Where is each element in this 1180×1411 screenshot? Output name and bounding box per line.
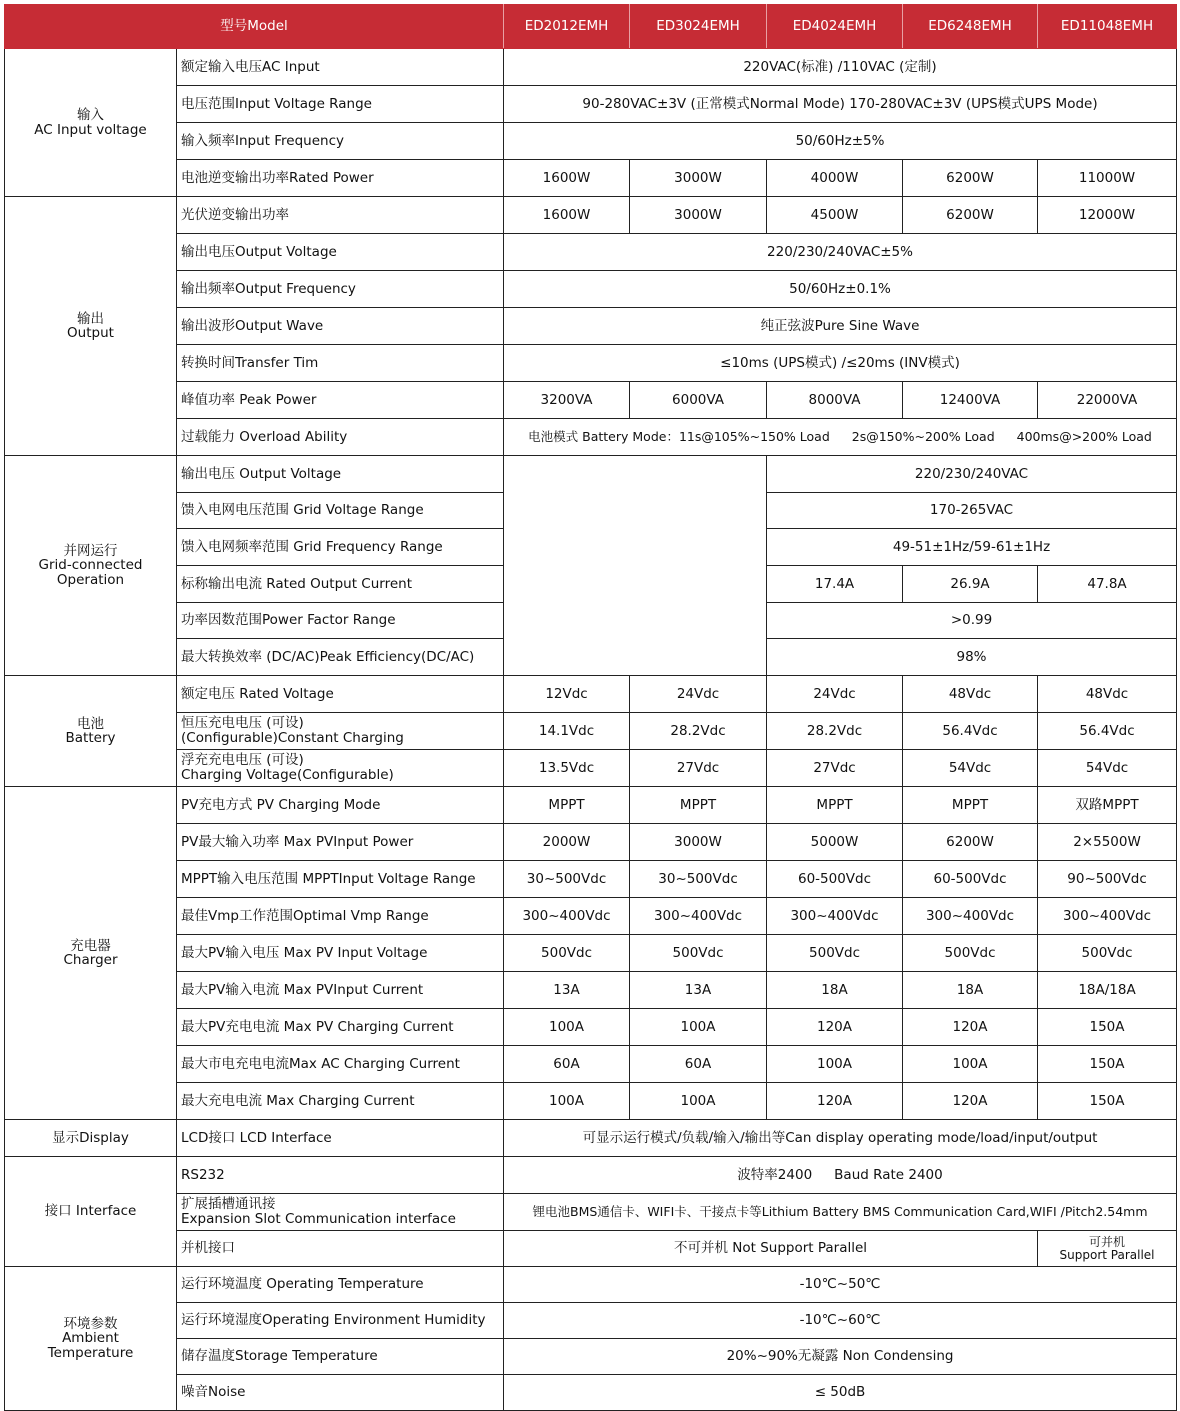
row-value: 13.5Vdc — [504, 750, 630, 787]
row-value: 26.9A — [903, 566, 1038, 603]
table-row — [5, 197, 1177, 234]
row-value: 54Vdc — [903, 750, 1038, 787]
row-value: 120A — [903, 1083, 1038, 1120]
table-row — [5, 345, 1177, 382]
row-value: 30~500Vdc — [504, 861, 630, 898]
row-label: MPPT输入电压范围 MPPTInput Voltage Range — [177, 861, 504, 898]
overload-value — [504, 419, 1177, 456]
row-value: 27Vdc — [767, 750, 903, 787]
row-value: -10℃~50℃ — [504, 1267, 1177, 1303]
table-row — [5, 1231, 1177, 1267]
table-row — [5, 898, 1177, 935]
row-value: MPPT — [504, 787, 630, 824]
table-row — [5, 234, 1177, 271]
row-value: 50/60Hz±5% — [504, 123, 1177, 160]
row-value: 48Vdc — [903, 676, 1038, 713]
table-row — [5, 861, 1177, 898]
row-value: 不可并机 Not Support Parallel — [504, 1231, 1038, 1267]
row-value: 56.4Vdc — [903, 713, 1038, 750]
row-label-line: 浮充充电电压 (可设) — [181, 752, 304, 769]
model-name: ED4024EMH — [767, 5, 903, 49]
row-value: 100A — [630, 1009, 767, 1046]
table-row — [5, 1046, 1177, 1083]
row-label: 输出波形Output Wave — [177, 308, 504, 345]
row-value: 30~500Vdc — [630, 861, 767, 898]
table-row — [5, 713, 1177, 750]
baud-rate-cn: 波特率2400 — [737, 1166, 813, 1183]
model-name: ED3024EMH — [630, 5, 767, 49]
spec-table — [4, 4, 1177, 1411]
row-value: 54Vdc — [1038, 750, 1177, 787]
table-row — [5, 676, 1177, 713]
parallel-support-cell — [1038, 1231, 1177, 1267]
row-value: 13A — [504, 972, 630, 1009]
table-row — [5, 972, 1177, 1009]
row-label: 最大市电充电电流Max AC Charging Current — [177, 1046, 504, 1083]
row-value: 60-500Vdc — [903, 861, 1038, 898]
row-value: 120A — [767, 1009, 903, 1046]
table-row — [5, 456, 1177, 493]
category-environment — [5, 1267, 177, 1411]
category-label: 电池 Battery — [65, 715, 116, 746]
row-label: 最佳Vmp工作范围Optimal Vmp Range — [177, 898, 504, 935]
row-value: MPPT — [903, 787, 1038, 824]
category-grid — [5, 456, 177, 676]
table-row — [5, 308, 1177, 345]
row-value: 28.2Vdc — [767, 713, 903, 750]
table-row — [5, 419, 1177, 456]
row-label — [177, 1194, 504, 1231]
row-value: 56.4Vdc — [1038, 713, 1177, 750]
table-row — [5, 123, 1177, 160]
row-value: MPPT — [767, 787, 903, 824]
row-value: 3000W — [630, 197, 767, 234]
row-label: 运行环境温度 Operating Temperature — [177, 1267, 504, 1303]
table-row — [5, 1375, 1177, 1411]
category-battery — [5, 676, 177, 787]
row-label-line: 恒压充电电压 (可设) — [181, 715, 304, 732]
row-value: ≤ 50dB — [504, 1375, 1177, 1411]
row-value: 100A — [903, 1046, 1038, 1083]
row-value: 170-265VAC — [767, 493, 1177, 529]
row-value: 100A — [504, 1009, 630, 1046]
row-label-line: 扩展插槽通讯接 — [181, 1196, 276, 1213]
row-value: 500Vdc — [630, 935, 767, 972]
row-value: 1600W — [504, 160, 630, 197]
row-value: 18A — [903, 972, 1038, 1009]
table-row — [5, 1009, 1177, 1046]
row-label: 输入频率Input Frequency — [177, 123, 504, 160]
row-value: 220VAC(标准) /110VAC (定制) — [504, 49, 1177, 86]
table-row — [5, 86, 1177, 123]
row-label: 输出频率Output Frequency — [177, 271, 504, 308]
row-value: 6200W — [903, 197, 1038, 234]
row-value: 300~400Vdc — [504, 898, 630, 935]
category-label: 接口 Interface — [44, 1203, 137, 1220]
category-label: 环境参数 Ambient Temperature — [47, 1316, 134, 1361]
row-label: 额定输入电压AC Input — [177, 49, 504, 86]
row-value — [504, 1157, 1177, 1194]
row-value: 3200VA — [504, 382, 630, 419]
row-value: 48Vdc — [1038, 676, 1177, 713]
table-row — [5, 49, 1177, 86]
header-row — [5, 5, 1177, 49]
parallel-support-line: Support Parallel — [1059, 1247, 1155, 1262]
category-label: 并网运行 Grid-connected Operation — [38, 543, 143, 588]
row-value: 150A — [1038, 1083, 1177, 1120]
parallel-support-line: 可并机 — [1089, 1234, 1126, 1249]
category-interface — [5, 1157, 177, 1267]
baud-rate-en: Baud Rate 2400 — [834, 1166, 943, 1183]
row-value: 24Vdc — [630, 676, 767, 713]
row-value: 2000W — [504, 824, 630, 861]
row-value: 300~400Vdc — [903, 898, 1038, 935]
row-label: 运行环境湿度Operating Environment Humidity — [177, 1303, 504, 1339]
overload-part: 400ms@>200% Load — [1016, 429, 1152, 445]
category-charger — [5, 787, 177, 1120]
row-label: 光伏逆变输出功率 — [177, 197, 504, 234]
category-label: 输入 AC Input voltage — [34, 107, 147, 138]
row-value: 12Vdc — [504, 676, 630, 713]
row-value: 60-500Vdc — [767, 861, 903, 898]
row-value: 18A/18A — [1038, 972, 1177, 1009]
row-label — [177, 750, 504, 787]
row-value: 4500W — [767, 197, 903, 234]
row-value: 可显示运行模式/负载/输入/输出等Can display operating mode/load/input/output — [504, 1120, 1177, 1157]
table-row — [5, 1083, 1177, 1120]
row-label: 最大转换效率 (DC/AC)Peak Efficiency(DC/AC) — [177, 639, 504, 676]
row-value: 500Vdc — [504, 935, 630, 972]
row-label-line: Charging Voltage(Configurable) — [181, 767, 394, 783]
category-ac-input — [5, 49, 177, 197]
row-value: 12400VA — [903, 382, 1038, 419]
row-value: 98% — [767, 639, 1177, 676]
row-value: 纯正弦波Pure Sine Wave — [504, 308, 1177, 345]
row-value: 150A — [1038, 1009, 1177, 1046]
row-label: LCD接口 LCD Interface — [177, 1120, 504, 1157]
overload-part: 电池模式 Battery Mode：11s@105%~150% Load — [528, 429, 830, 445]
table-row — [5, 1120, 1177, 1157]
row-label: 标称输出电流 Rated Output Current — [177, 566, 504, 603]
table-row — [5, 1157, 1177, 1194]
row-label: 转换时间Transfer Tim — [177, 345, 504, 382]
row-label: 额定电压 Rated Voltage — [177, 676, 504, 713]
row-value: 120A — [903, 1009, 1038, 1046]
category-display — [5, 1120, 177, 1157]
row-label: 馈入电网频率范围 Grid Frequency Range — [177, 529, 504, 566]
row-value: 100A — [504, 1083, 630, 1120]
table-row — [5, 1303, 1177, 1339]
row-value: 3000W — [630, 160, 767, 197]
empty-cell — [504, 456, 767, 676]
row-value: 90-280VAC±3V (正常模式Normal Mode) 170-280VAC±3V (UPS模式UPS Mode) — [504, 86, 1177, 123]
row-label: PV充电方式 PV Charging Mode — [177, 787, 504, 824]
row-value: 14.1Vdc — [504, 713, 630, 750]
table-row — [5, 1339, 1177, 1375]
row-value: 220/230/240VAC — [767, 456, 1177, 493]
table-row — [5, 271, 1177, 308]
row-value: 49-51±1Hz/59-61±1Hz — [767, 529, 1177, 566]
row-label: 储存温度Storage Temperature — [177, 1339, 504, 1375]
table-row — [5, 160, 1177, 197]
category-label: 输出 Output — [67, 310, 114, 341]
table-row — [5, 1267, 1177, 1303]
table-row — [5, 382, 1177, 419]
row-label-line: Expansion Slot Communication interface — [181, 1211, 456, 1227]
model-name: ED11048EMH — [1038, 5, 1177, 49]
row-value: 60A — [504, 1046, 630, 1083]
row-value: >0.99 — [767, 603, 1177, 639]
row-label: RS232 — [177, 1157, 504, 1194]
row-value: 2×5500W — [1038, 824, 1177, 861]
table-row — [5, 935, 1177, 972]
model-name: ED2012EMH — [504, 5, 630, 49]
row-value: 18A — [767, 972, 903, 1009]
row-label: PV最大输入功率 Max PVInput Power — [177, 824, 504, 861]
table-row — [5, 750, 1177, 787]
row-value: 4000W — [767, 160, 903, 197]
row-value: 500Vdc — [903, 935, 1038, 972]
row-label: 输出电压Output Voltage — [177, 234, 504, 271]
row-value: ≤10ms (UPS模式) /≤20ms (INV模式) — [504, 345, 1177, 382]
row-value: 300~400Vdc — [630, 898, 767, 935]
row-label: 输出电压 Output Voltage — [177, 456, 504, 493]
row-label: 过载能力 Overload Ability — [177, 419, 504, 456]
row-label: 功率因数范围Power Factor Range — [177, 603, 504, 639]
row-value: 300~400Vdc — [767, 898, 903, 935]
row-value: 120A — [767, 1083, 903, 1120]
row-label: 馈入电网电压范围 Grid Voltage Range — [177, 493, 504, 529]
row-value: 150A — [1038, 1046, 1177, 1083]
row-label: 并机接口 — [177, 1231, 504, 1267]
row-value: 47.8A — [1038, 566, 1177, 603]
row-value: 6000VA — [630, 382, 767, 419]
row-value: 20%~90%无凝露 Non Condensing — [504, 1339, 1177, 1375]
row-value: 24Vdc — [767, 676, 903, 713]
row-value: 6200W — [903, 824, 1038, 861]
row-value: 50/60Hz±0.1% — [504, 271, 1177, 308]
row-value: 500Vdc — [1038, 935, 1177, 972]
row-label: 最大充电电流 Max Charging Current — [177, 1083, 504, 1120]
row-value: 5000W — [767, 824, 903, 861]
row-label: 峰值功率 Peak Power — [177, 382, 504, 419]
overload-part: 2s@150%~200% Load — [851, 429, 995, 445]
row-value: 6200W — [903, 160, 1038, 197]
row-value: 90~500Vdc — [1038, 861, 1177, 898]
row-value: 27Vdc — [630, 750, 767, 787]
row-value: -10℃~60℃ — [504, 1303, 1177, 1339]
row-value: 100A — [767, 1046, 903, 1083]
category-output — [5, 197, 177, 456]
row-value: 100A — [630, 1083, 767, 1120]
row-value: 8000VA — [767, 382, 903, 419]
row-value: 500Vdc — [767, 935, 903, 972]
row-value: 双路MPPT — [1038, 787, 1177, 824]
row-label: 噪音Noise — [177, 1375, 504, 1411]
row-value: 22000VA — [1038, 382, 1177, 419]
row-label: 电池逆变输出功率Rated Power — [177, 160, 504, 197]
row-label: 电压范围Input Voltage Range — [177, 86, 504, 123]
row-value: 12000W — [1038, 197, 1177, 234]
row-value: 锂电池BMS通信卡、WIFI卡、干接点卡等Lithium Battery BMS Communication Card,WIFI /Pitch2.54mm — [504, 1194, 1177, 1231]
row-value: 1600W — [504, 197, 630, 234]
row-value: 28.2Vdc — [630, 713, 767, 750]
category-label: 显示Display — [52, 1129, 129, 1146]
model-label: 型号Model — [5, 5, 504, 49]
table-row — [5, 824, 1177, 861]
row-value: 3000W — [630, 824, 767, 861]
row-value: 220/230/240VAC±5% — [504, 234, 1177, 271]
table-row — [5, 1194, 1177, 1231]
row-label: 最大PV输入电压 Max PV Input Voltage — [177, 935, 504, 972]
row-value: 11000W — [1038, 160, 1177, 197]
table-row — [5, 787, 1177, 824]
model-name: ED6248EMH — [903, 5, 1038, 49]
row-value: 17.4A — [767, 566, 903, 603]
category-label: 充电器 Charger — [63, 937, 118, 968]
row-label: 最大PV充电电流 Max PV Charging Current — [177, 1009, 504, 1046]
row-label — [177, 713, 504, 750]
row-value: 300~400Vdc — [1038, 898, 1177, 935]
row-label-line: (Configurable)Constant Charging — [181, 730, 404, 746]
row-value: MPPT — [630, 787, 767, 824]
row-value: 13A — [630, 972, 767, 1009]
row-value: 60A — [630, 1046, 767, 1083]
row-label: 最大PV输入电流 Max PVInput Current — [177, 972, 504, 1009]
